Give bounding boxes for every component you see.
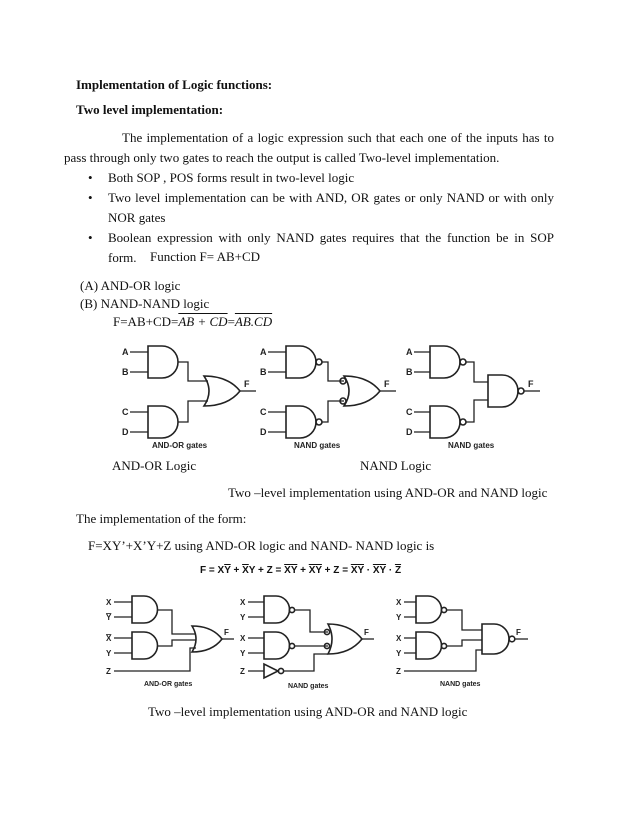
and-gate-icon [148,346,178,378]
and-gate-icon [132,632,158,659]
nand-gate-icon [416,632,442,659]
figure-xy-circuits [100,590,530,692]
input-label-d: D [260,427,267,437]
input-label-z: Z [106,667,111,676]
form-equation: F=XY’+X’Y+Z using AND-OR logic and NAND- NAND logic is [88,538,435,553]
circuit-nand-nand-xy [396,596,528,688]
and-gate-icon [132,596,158,623]
form-intro: The implementation of the form: [76,511,247,526]
or-gate-icon [344,376,380,406]
input-label-y: Y [106,649,112,658]
output-label-f: F [224,628,229,637]
input-label-xbar: X [396,634,402,643]
input-label-a: A [260,347,267,357]
input-label-d: D [406,427,413,437]
input-label-x: X [396,598,402,607]
function-line: Function F= AB+CD [150,249,261,264]
intro-paragraph: The implementation of a logic expression such that each one of the inputs has to pass through only two gates to reach the output is called Two-level implementation. [64,130,554,165]
caption-and-or-gates: AND-OR gates [152,441,208,450]
output-label-f: F [516,628,521,637]
not-gate-icon [264,664,278,678]
input-label-b: B [260,367,267,377]
input-label-ybar: Y [240,613,246,622]
circuit-nand-mixed [260,346,396,450]
input-label-ybar: Y [106,613,112,622]
nand-gate-icon [430,346,460,378]
output-label-f: F [528,379,534,389]
input-label-z: Z [396,667,401,676]
input-label-ybar: Y [396,613,402,622]
option-a: (A) AND-OR logic [80,278,181,293]
input-label-z: Z [240,667,245,676]
bullet-icon: • [88,190,93,205]
output-label-f: F [384,379,390,389]
nand-gate-icon [286,406,316,438]
figure-and-or-nand-circuits [110,338,550,458]
page-heading: Implementation of Logic functions: [76,77,273,92]
input-label-y: Y [396,649,402,658]
input-label-b: B [406,367,413,377]
output-label-f: F [244,379,250,389]
input-label-xbar: X [240,634,246,643]
option-b: (B) NAND-NAND logic [80,296,210,311]
or-gate-icon [328,624,362,654]
output-label-f: F [364,628,369,637]
bullet-icon: • [88,230,93,245]
or-gate-icon [204,376,240,406]
input-label-a: A [406,347,413,357]
or-gate-icon [192,626,222,652]
circuit-nand-mixed-xy [240,596,374,690]
input-label-c: C [122,407,129,417]
bullet-item: • Both SOP , POS forms result in two-level logic [88,168,554,188]
bullet-icon: • [88,170,93,185]
figure-caption-1: Two –level implementation using AND-OR and NAND logic [228,485,548,500]
input-label-x: X [240,598,246,607]
bullet-item: • Two level implementation can be with AND, OR gates or only NAND or with only NOR gates [88,190,554,225]
caption-nand-gates: NAND gates [288,683,329,690]
input-label-xbar: X [106,634,112,643]
caption-nand-gates: NAND gates [294,441,341,450]
input-label-b: B [122,367,129,377]
circuit-and-or [122,346,256,450]
nand-gate-icon [286,346,316,378]
input-label-x: X [106,598,112,607]
nand-gate-icon [416,596,442,623]
nand-gate-icon [482,624,509,654]
and-gate-icon [148,406,178,438]
nand-gate-icon [430,406,460,438]
equation-f-ab-cd: F=AB+CD=AB + CD=AB.CD [113,314,273,329]
subheading: Two level implementation: [76,102,224,117]
caption-and-or-gates: AND-OR gates [144,681,193,688]
nand-gate-icon [264,596,290,623]
figure-caption-2: Two –level implementation using AND-OR and NAND logic [148,704,468,719]
figure-2-equation: $F = X\overline{Y} + \overline{X}Y + Z = \overline{XY} + \overline{XY} + Z = \overline{XY} \cdot \overline{XY} \cdot \overline{Z}$ [200,565,402,576]
nand-gate-icon [264,632,290,659]
input-label-d: D [122,427,129,437]
nand-gate-icon [488,375,518,407]
label-nand-logic: NAND Logic [360,458,432,473]
caption-nand-gates: NAND gates [448,441,495,450]
label-and-or-logic: AND-OR Logic [112,458,197,473]
input-label-c: C [406,407,413,417]
caption-nand-gates: NAND gates [440,681,481,688]
circuit-nand-nand [406,346,540,450]
input-label-c: C [260,407,267,417]
input-label-a: A [122,347,129,357]
input-label-y: Y [240,649,246,658]
bullet-item: • Boolean expression with only NAND gates requires that the function be in SOP form. [88,230,554,265]
circuit-and-or-xy [106,596,234,688]
